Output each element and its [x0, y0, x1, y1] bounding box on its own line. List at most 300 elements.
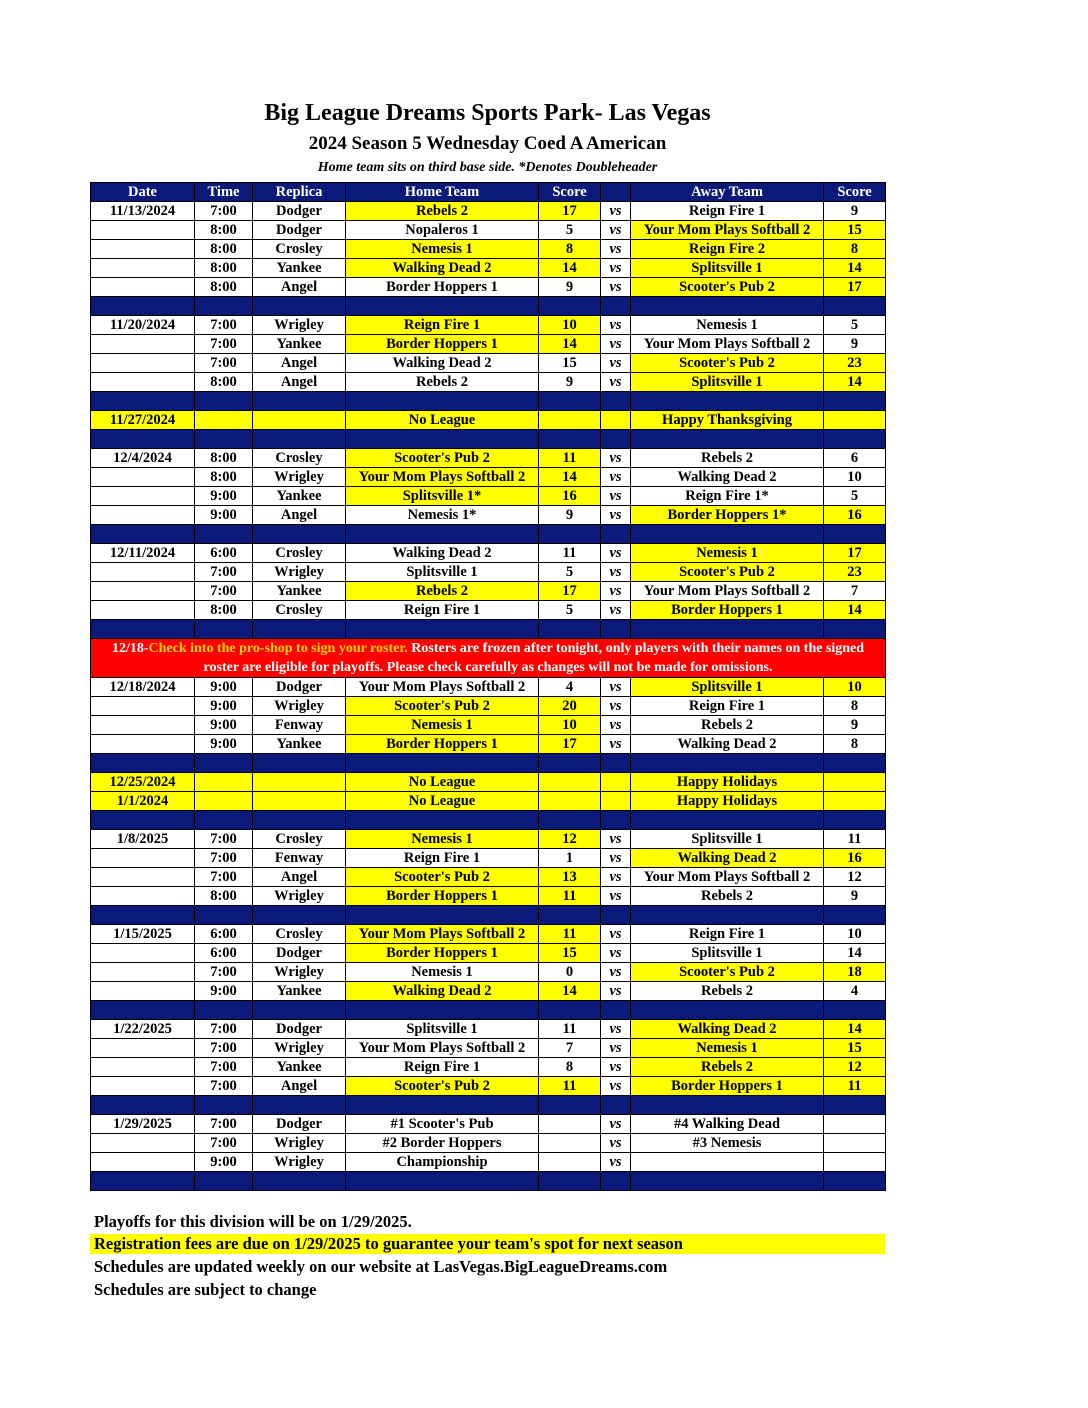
home-team-cell: Border Hoppers 1 [346, 887, 539, 906]
away-team-cell: Splitsville 1 [631, 373, 824, 392]
vs-cell: vs [601, 1039, 631, 1058]
home-score-cell: 11 [539, 1077, 601, 1096]
vs-cell: vs [601, 202, 631, 221]
replica-cell [253, 792, 346, 811]
spacer-cell [824, 1172, 886, 1191]
date-cell [91, 582, 195, 601]
spacer-cell [824, 297, 886, 316]
date-cell [91, 944, 195, 963]
vs-cell: vs [601, 259, 631, 278]
game-row [91, 487, 886, 506]
replica-cell: Crosley [253, 449, 346, 468]
home-score-cell: 7 [539, 1039, 601, 1058]
time-cell: 9:00 [195, 506, 253, 525]
spacer-cell [253, 525, 346, 544]
vs-cell: vs [601, 487, 631, 506]
spacer-cell [601, 297, 631, 316]
away-team-cell: Reign Fire 1 [631, 925, 824, 944]
spacer-cell [631, 525, 824, 544]
date-cell [91, 982, 195, 1001]
spacer-cell [91, 620, 195, 639]
holiday-row [91, 792, 886, 811]
footer-website: Schedules are updated weekly on our website at LasVegas.BigLeagueDreams.com [94, 1257, 668, 1276]
away-score-cell: 5 [824, 316, 886, 335]
away-team-cell: Walking Dead 2 [631, 1020, 824, 1039]
time-cell: 9:00 [195, 487, 253, 506]
date-cell [91, 735, 195, 754]
time-cell: 7:00 [195, 963, 253, 982]
vs-cell: vs [601, 240, 631, 259]
spacer-cell [346, 906, 539, 925]
game-row [91, 716, 886, 735]
date-cell [91, 1134, 195, 1153]
replica-cell: Crosley [253, 925, 346, 944]
spacer-cell [601, 392, 631, 411]
time-cell: 7:00 [195, 1134, 253, 1153]
spacer-cell [346, 1001, 539, 1020]
away-score-cell: 17 [824, 544, 886, 563]
away-score-cell: 9 [824, 716, 886, 735]
spacer-cell [91, 392, 195, 411]
vs-cell: vs [601, 354, 631, 373]
spacer-cell [539, 430, 601, 449]
home-score-cell: 8 [539, 240, 601, 259]
spacer-cell [346, 297, 539, 316]
spacer-cell [631, 430, 824, 449]
page-subtitle: 2024 Season 5 Wednesday Coed A American [308, 133, 667, 154]
away-team-cell: Rebels 2 [631, 1058, 824, 1077]
date-cell: 12/11/2024 [91, 544, 195, 563]
spacer-cell [346, 392, 539, 411]
spacer-cell [91, 1096, 195, 1115]
replica-cell: Yankee [253, 982, 346, 1001]
vs-cell: vs [601, 449, 631, 468]
home-team-cell: Rebels 2 [346, 202, 539, 221]
away-score-cell: 16 [824, 506, 886, 525]
home-score-cell: 1 [539, 849, 601, 868]
home-team-cell: Splitsville 1 [346, 1020, 539, 1039]
home-score-cell: 20 [539, 697, 601, 716]
time-cell: 9:00 [195, 1153, 253, 1172]
spacer-cell [91, 906, 195, 925]
away-team-cell: Reign Fire 1* [631, 487, 824, 506]
spacer-row [91, 1001, 886, 1020]
home-score-cell: 11 [539, 887, 601, 906]
spacer-row [91, 392, 886, 411]
home-score-cell: 4 [539, 678, 601, 697]
game-row [91, 1077, 886, 1096]
away-team-cell: Border Hoppers 1* [631, 506, 824, 525]
spacer-cell [601, 1096, 631, 1115]
replica-cell: Angel [253, 868, 346, 887]
replica-cell: Dodger [253, 678, 346, 697]
date-cell: 11/27/2024 [91, 411, 195, 430]
spacer-row [91, 297, 886, 316]
away-score-cell: 12 [824, 1058, 886, 1077]
away-team-cell [631, 1153, 824, 1172]
col-header-away-score: Score [824, 183, 886, 202]
time-cell [195, 411, 253, 430]
time-cell: 7:00 [195, 582, 253, 601]
holiday-row [91, 411, 886, 430]
time-cell: 7:00 [195, 830, 253, 849]
date-cell: 12/4/2024 [91, 449, 195, 468]
game-row [91, 278, 886, 297]
time-cell: 8:00 [195, 449, 253, 468]
time-cell: 9:00 [195, 982, 253, 1001]
spacer-cell [631, 1096, 824, 1115]
away-score-cell: 4 [824, 982, 886, 1001]
date-cell [91, 697, 195, 716]
home-score-cell: 0 [539, 963, 601, 982]
game-row [91, 887, 886, 906]
date-cell: 1/22/2025 [91, 1020, 195, 1039]
away-score-cell: 12 [824, 868, 886, 887]
vs-cell: vs [601, 506, 631, 525]
replica-cell: Wrigley [253, 1134, 346, 1153]
home-team-cell: Your Mom Plays Softball 2 [346, 678, 539, 697]
date-cell [91, 887, 195, 906]
home-team-cell: Nemesis 1 [346, 716, 539, 735]
spacer-row [91, 754, 886, 773]
spacer-cell [631, 297, 824, 316]
spacer-cell [195, 392, 253, 411]
home-team-cell: Reign Fire 1 [346, 1058, 539, 1077]
date-cell [91, 963, 195, 982]
game-row [91, 1020, 886, 1039]
away-score-cell: 8 [824, 697, 886, 716]
time-cell: 6:00 [195, 944, 253, 963]
spacer-cell [631, 906, 824, 925]
game-row [91, 925, 886, 944]
spacer-cell [824, 754, 886, 773]
table-header-row [91, 183, 886, 202]
spacer-cell [91, 1172, 195, 1191]
vs-cell: vs [601, 944, 631, 963]
away-team-cell: Happy Holidays [631, 792, 824, 811]
spacer-cell [195, 1096, 253, 1115]
away-score-cell: 6 [824, 449, 886, 468]
date-cell [91, 1153, 195, 1172]
spacer-cell [195, 811, 253, 830]
vs-cell: vs [601, 697, 631, 716]
col-header-vs [601, 183, 631, 202]
spacer-cell [253, 297, 346, 316]
date-cell [91, 335, 195, 354]
home-team-cell: Rebels 2 [346, 582, 539, 601]
date-cell [91, 373, 195, 392]
time-cell: 9:00 [195, 735, 253, 754]
away-score-cell: 23 [824, 354, 886, 373]
game-row [91, 544, 886, 563]
spacer-cell [539, 1001, 601, 1020]
vs-cell: vs [601, 601, 631, 620]
away-team-cell: Happy Thanksgiving [631, 411, 824, 430]
time-cell: 7:00 [195, 1058, 253, 1077]
home-team-cell: Nemesis 1* [346, 506, 539, 525]
spacer-cell [824, 811, 886, 830]
date-cell [91, 487, 195, 506]
vs-cell: vs [601, 830, 631, 849]
home-team-cell: Walking Dead 2 [346, 354, 539, 373]
time-cell: 7:00 [195, 335, 253, 354]
game-row [91, 697, 886, 716]
roster-notice [91, 639, 886, 678]
time-cell [195, 773, 253, 792]
time-cell: 8:00 [195, 373, 253, 392]
home-team-cell: Walking Dead 2 [346, 544, 539, 563]
home-team-cell: Splitsville 1* [346, 487, 539, 506]
away-score-cell [824, 1134, 886, 1153]
spacer-cell [824, 430, 886, 449]
spacer-cell [601, 620, 631, 639]
replica-cell: Crosley [253, 240, 346, 259]
spacer-cell [346, 525, 539, 544]
away-score-cell [824, 411, 886, 430]
spacer-cell [253, 392, 346, 411]
spacer-cell [601, 811, 631, 830]
away-team-cell: Border Hoppers 1 [631, 601, 824, 620]
spacer-cell [601, 525, 631, 544]
home-team-cell: Nemesis 1 [346, 240, 539, 259]
vs-cell [601, 411, 631, 430]
home-score-cell: 9 [539, 373, 601, 392]
away-score-cell: 11 [824, 830, 886, 849]
game-row [91, 963, 886, 982]
game-row [91, 582, 886, 601]
home-team-cell: Scooter's Pub 2 [346, 449, 539, 468]
home-team-cell: Reign Fire 1 [346, 316, 539, 335]
away-score-cell: 11 [824, 1077, 886, 1096]
replica-cell: Yankee [253, 335, 346, 354]
home-team-cell: No League [346, 411, 539, 430]
spacer-cell [601, 1172, 631, 1191]
replica-cell: Crosley [253, 601, 346, 620]
spacer-cell [91, 811, 195, 830]
home-score-cell: 13 [539, 868, 601, 887]
spacer-cell [539, 811, 601, 830]
replica-cell: Fenway [253, 849, 346, 868]
home-score-cell: 11 [539, 449, 601, 468]
replica-cell: Yankee [253, 487, 346, 506]
home-team-cell: Walking Dead 2 [346, 259, 539, 278]
vs-cell: vs [601, 278, 631, 297]
spacer-cell [346, 430, 539, 449]
replica-cell: Dodger [253, 202, 346, 221]
replica-cell: Dodger [253, 944, 346, 963]
spacer-cell [91, 297, 195, 316]
away-score-cell: 5 [824, 487, 886, 506]
time-cell: 9:00 [195, 678, 253, 697]
away-score-cell [824, 1115, 886, 1134]
away-score-cell [824, 773, 886, 792]
vs-cell: vs [601, 887, 631, 906]
home-score-cell: 10 [539, 716, 601, 735]
col-header-away-team: Away Team [631, 183, 824, 202]
spacer-cell [346, 1096, 539, 1115]
game-row [91, 335, 886, 354]
date-cell [91, 849, 195, 868]
spacer-cell [253, 1001, 346, 1020]
time-cell: 6:00 [195, 925, 253, 944]
home-score-cell: 12 [539, 830, 601, 849]
spacer-cell [631, 811, 824, 830]
spacer-cell [195, 1172, 253, 1191]
game-row [91, 468, 886, 487]
spacer-cell [91, 1001, 195, 1020]
replica-cell: Yankee [253, 1058, 346, 1077]
time-cell: 7:00 [195, 849, 253, 868]
vs-cell: vs [601, 563, 631, 582]
away-score-cell: 10 [824, 678, 886, 697]
home-team-cell: Border Hoppers 1 [346, 335, 539, 354]
time-cell: 7:00 [195, 1039, 253, 1058]
game-row [91, 354, 886, 373]
time-cell: 9:00 [195, 697, 253, 716]
date-cell [91, 1039, 195, 1058]
spacer-cell [824, 392, 886, 411]
game-row [91, 601, 886, 620]
time-cell: 7:00 [195, 1115, 253, 1134]
date-cell [91, 716, 195, 735]
home-team-cell: No League [346, 773, 539, 792]
away-team-cell: Nemesis 1 [631, 544, 824, 563]
spacer-cell [601, 906, 631, 925]
away-score-cell: 14 [824, 373, 886, 392]
spacer-cell [539, 620, 601, 639]
col-header-home-score: Score [539, 183, 601, 202]
replica-cell: Angel [253, 373, 346, 392]
time-cell: 7:00 [195, 316, 253, 335]
spacer-cell [346, 620, 539, 639]
away-score-cell [824, 792, 886, 811]
vs-cell: vs [601, 316, 631, 335]
spacer-cell [253, 620, 346, 639]
away-score-cell: 15 [824, 1039, 886, 1058]
replica-cell: Angel [253, 278, 346, 297]
away-score-cell: 18 [824, 963, 886, 982]
spacer-cell [253, 1172, 346, 1191]
vs-cell: vs [601, 982, 631, 1001]
game-row [91, 944, 886, 963]
vs-cell: vs [601, 716, 631, 735]
away-team-cell: Splitsville 1 [631, 259, 824, 278]
home-team-cell: Rebels 2 [346, 373, 539, 392]
roster-notice-row [91, 639, 886, 678]
page-title: Big League Dreams Sports Park- Las Vegas [264, 100, 711, 126]
away-team-cell: Your Mom Plays Softball 2 [631, 868, 824, 887]
home-score-cell [539, 411, 601, 430]
away-team-cell: Splitsville 1 [631, 830, 824, 849]
home-score-cell: 16 [539, 487, 601, 506]
away-team-cell: #3 Nemesis [631, 1134, 824, 1153]
game-row [91, 506, 886, 525]
away-team-cell: #4 Walking Dead [631, 1115, 824, 1134]
home-score-cell: 14 [539, 468, 601, 487]
page-note: Home team sits on third base side. *Denotes Doubleheader [317, 160, 658, 175]
date-cell: 12/25/2024 [91, 773, 195, 792]
replica-cell: Dodger [253, 1020, 346, 1039]
time-cell: 8:00 [195, 278, 253, 297]
replica-cell: Angel [253, 354, 346, 373]
spacer-cell [824, 906, 886, 925]
away-team-cell: Walking Dead 2 [631, 849, 824, 868]
home-team-cell: Border Hoppers 1 [346, 278, 539, 297]
home-score-cell: 14 [539, 982, 601, 1001]
home-team-cell: Reign Fire 1 [346, 849, 539, 868]
away-team-cell: Your Mom Plays Softball 2 [631, 582, 824, 601]
home-score-cell: 8 [539, 1058, 601, 1077]
home-team-cell: Championship [346, 1153, 539, 1172]
away-score-cell: 23 [824, 563, 886, 582]
replica-cell: Wrigley [253, 887, 346, 906]
vs-cell: vs [601, 735, 631, 754]
date-cell [91, 278, 195, 297]
vs-cell: vs [601, 925, 631, 944]
away-score-cell: 16 [824, 849, 886, 868]
game-row [91, 1115, 886, 1134]
game-row [91, 830, 886, 849]
spacer-cell [539, 1172, 601, 1191]
date-cell [91, 354, 195, 373]
away-score-cell: 10 [824, 925, 886, 944]
spacer-cell [539, 754, 601, 773]
spacer-cell [539, 525, 601, 544]
spacer-cell [631, 754, 824, 773]
date-cell [91, 468, 195, 487]
home-team-cell: Scooter's Pub 2 [346, 1077, 539, 1096]
spacer-row [91, 430, 886, 449]
away-score-cell: 14 [824, 601, 886, 620]
replica-cell: Fenway [253, 716, 346, 735]
home-score-cell [539, 1115, 601, 1134]
replica-cell: Angel [253, 1077, 346, 1096]
time-cell: 8:00 [195, 601, 253, 620]
home-score-cell [539, 1134, 601, 1153]
vs-cell: vs [601, 582, 631, 601]
spacer-cell [346, 1172, 539, 1191]
home-team-cell: No League [346, 792, 539, 811]
home-team-cell: Scooter's Pub 2 [346, 697, 539, 716]
home-score-cell: 14 [539, 259, 601, 278]
time-cell: 8:00 [195, 240, 253, 259]
spacer-cell [253, 906, 346, 925]
away-team-cell: Splitsville 1 [631, 678, 824, 697]
game-row [91, 202, 886, 221]
date-cell: 11/13/2024 [91, 202, 195, 221]
game-row [91, 259, 886, 278]
spacer-cell [539, 1096, 601, 1115]
spacer-cell [195, 754, 253, 773]
replica-cell: Yankee [253, 735, 346, 754]
home-score-cell: 5 [539, 563, 601, 582]
away-team-cell: Rebels 2 [631, 716, 824, 735]
game-row [91, 868, 886, 887]
game-row [91, 849, 886, 868]
home-team-cell: Your Mom Plays Softball 2 [346, 925, 539, 944]
spacer-cell [824, 525, 886, 544]
schedule-table [90, 182, 886, 1191]
spacer-cell [253, 811, 346, 830]
replica-cell: Dodger [253, 221, 346, 240]
away-score-cell: 15 [824, 221, 886, 240]
spacer-cell [91, 525, 195, 544]
spacer-cell [346, 811, 539, 830]
home-score-cell: 5 [539, 601, 601, 620]
away-team-cell: Rebels 2 [631, 982, 824, 1001]
notice-date: 12/18- [111, 641, 149, 656]
away-team-cell: Reign Fire 2 [631, 240, 824, 259]
